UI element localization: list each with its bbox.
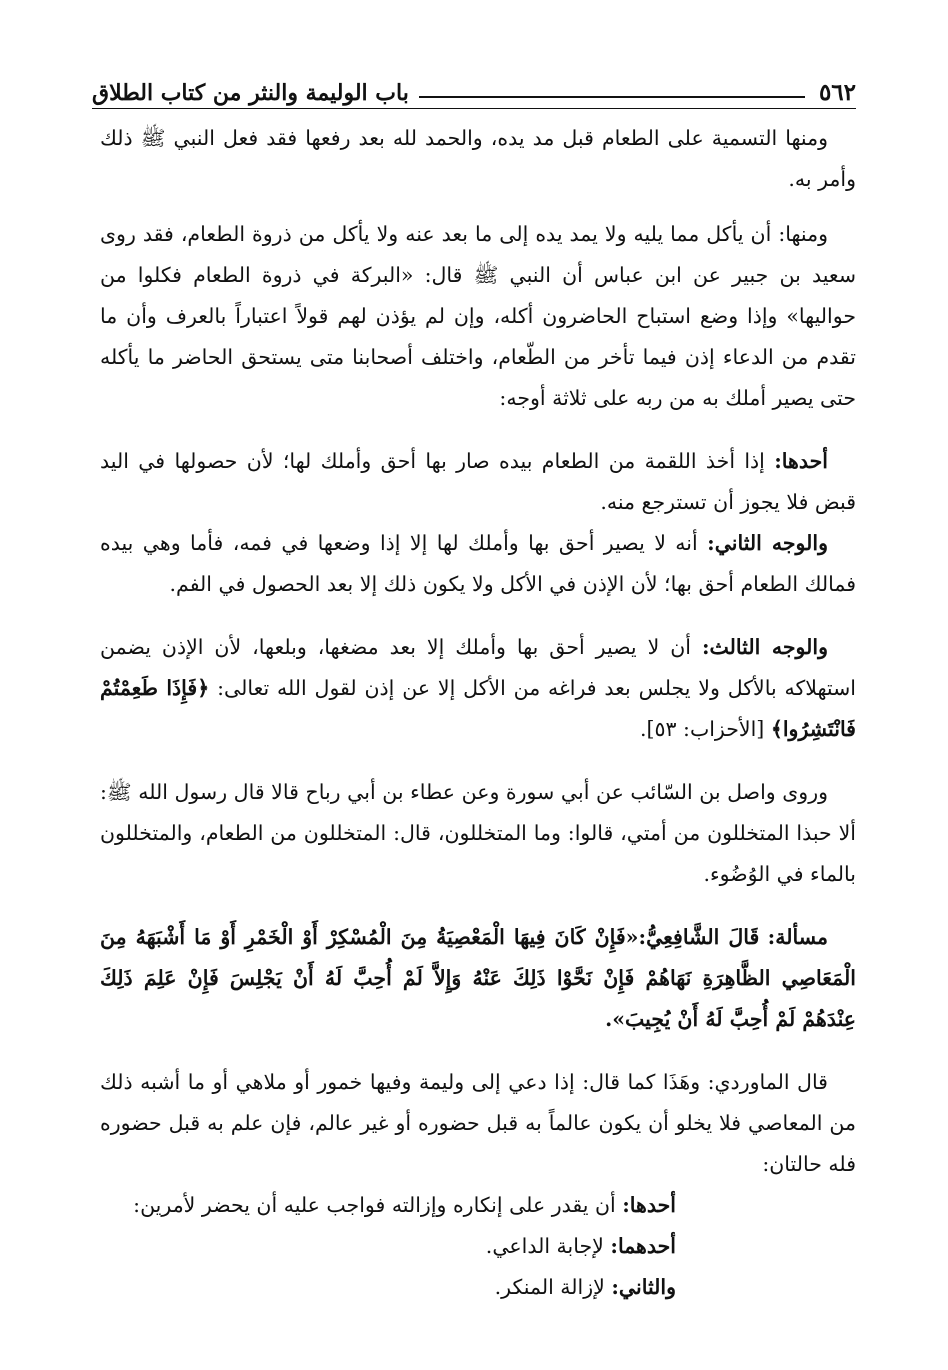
header-divider bbox=[92, 108, 856, 109]
page-body bbox=[100, 118, 856, 1308]
shafii-speaker: قَالَ الشَّافِعِيُّ: bbox=[638, 925, 760, 949]
paragraph-basmala: ومنها التسمية على الطعام قبل مد يده، والحمد لله بعد رفعها فقد فعل النبي ﷺ ذلك وأمر به. bbox=[100, 126, 856, 191]
paragraph-hadith-toothpick: وروى واصل بن السّائب عن أبي سورة وعن عطاء بن أبي رباح قالا قال رسول الله ﷺ: ألا حبذا المتخللون من أمتي، قالوا: وما المتخللون، قال: المتخللون من الطعام، والمتخللون بالماء في الوُضُوء. bbox=[100, 780, 856, 886]
page-number: ٥٦٢ bbox=[818, 79, 856, 106]
second-view-text: أنه لا يصير أحق بها وأملك لها إلا إذا وضعها في فمه، فأما وهي بيده فمالك الطعام أحق بها؛ لأن الإذن في الأكل ولا يكون ذلك إلا بعد الحصول في الفم. bbox=[100, 531, 856, 596]
chapter-title: باب الوليمة والنثر من كتاب الطلاق bbox=[92, 80, 409, 106]
second-view-label: والوجه الثاني: bbox=[707, 531, 828, 555]
condition-first-label: أحدها: bbox=[622, 1193, 676, 1217]
shafii-quote: «فَإِنْ كَانَ فِيهَا الْمَعْصِيَةُ مِنَ الْمُسْكِرْ أَوْ الْخَمْرِ أَوْ مَا أَشْبَهَهُ مِنَ الْمَعَاصِي الظَّاهِرَةِ نَهَاهُمْ فَإِنْ نَحَّوْا ذَلِكَ عَنْهُ وَإِلاَّ لَمْ أُحِبَّ لَهُ أَنْ يَجْلِسَ فَإِنْ عَلِمَ ذَلِكَ عِنْدَهُمْ لَمْ أُحِبَّ لَهُ أَنْ يُجِيبَ». bbox=[100, 925, 856, 1031]
third-view-label: والوجه الثالث: bbox=[701, 635, 828, 659]
reason-second-label: والثاني: bbox=[611, 1275, 676, 1299]
paragraph-eating-manners: ومنها: أن يأكل مما يليه ولا يمد يده إلى ما بعد عنه ولا يأكل من ذروة الطعام، فقد روى سعيد بن جبير عن ابن عباس أن النبي ﷺ قال: «البركة في ذروة الطعام فكلوا من حواليها» وإذا وضع استباح الحاضرون أكله، وإن لم يؤذن لهم قولاً اعتباراً بالعرف وأن ما تقدم من الدعاء إذن فيما تأخر من الطّعام، واختلف أصحابنا متى يستحق الحاضر ما يأكله حتى يصير أملك به من ربه على ثلاثة أوجه: bbox=[100, 222, 856, 410]
paragraph-third-view bbox=[100, 627, 856, 750]
reason-first-label: أحدهما: bbox=[610, 1234, 676, 1258]
first-view-text: إذا أخذ اللقمة من الطعام بيده صار بها أحق وأملك لها؛ لأن حصولها في اليد قبض فلا يجوز أن تسترجع منه. bbox=[100, 449, 856, 514]
header-rule bbox=[419, 96, 805, 98]
paragraph-first-view bbox=[100, 441, 856, 523]
page-header bbox=[92, 70, 856, 106]
reason-first bbox=[100, 1226, 856, 1267]
third-view-text: أن لا يصير أحق بها وأملك إلا بعد مضغها، وبلعها، لأن الإذن يضمن استهلاكه بالأكل ولا يجلس بعد فراغه من الأكل إلا عن إذن لقول الله تعالى: bbox=[100, 635, 856, 700]
paragraph-mawardi: قال الماوردي: وهَذَا كما قال: إذا دعي إلى وليمة وفيها خمور أو ملاهي أو ما أشبه ذلك من المعاصي فلا يخلو أن يكون عالماً به قبل حضوره أو غير عالم، فإن علم به قبل حضوره فله حالتان: bbox=[100, 1070, 856, 1176]
condition-first bbox=[100, 1185, 856, 1226]
first-view-label: أحدها: bbox=[774, 449, 828, 473]
condition-first-text: أن يقدر على إنكاره وإزالته فواجب عليه أن يحضر لأمرين: bbox=[133, 1193, 616, 1217]
reason-second bbox=[100, 1267, 856, 1308]
paragraph-second-view bbox=[100, 523, 856, 605]
masala-label: مسألة: bbox=[767, 925, 828, 949]
quran-verse: ﴿فَإِذَا طَعِمْتُمْ فَانْتَشِرُوا﴾ bbox=[100, 676, 856, 741]
verse-reference: [الأحزاب: ٥٣]. bbox=[639, 717, 765, 741]
paragraph-masala bbox=[100, 917, 856, 1040]
reason-first-text: لإجابة الداعي. bbox=[485, 1234, 604, 1258]
reason-second-text: لإزالة المنكر. bbox=[494, 1275, 605, 1299]
